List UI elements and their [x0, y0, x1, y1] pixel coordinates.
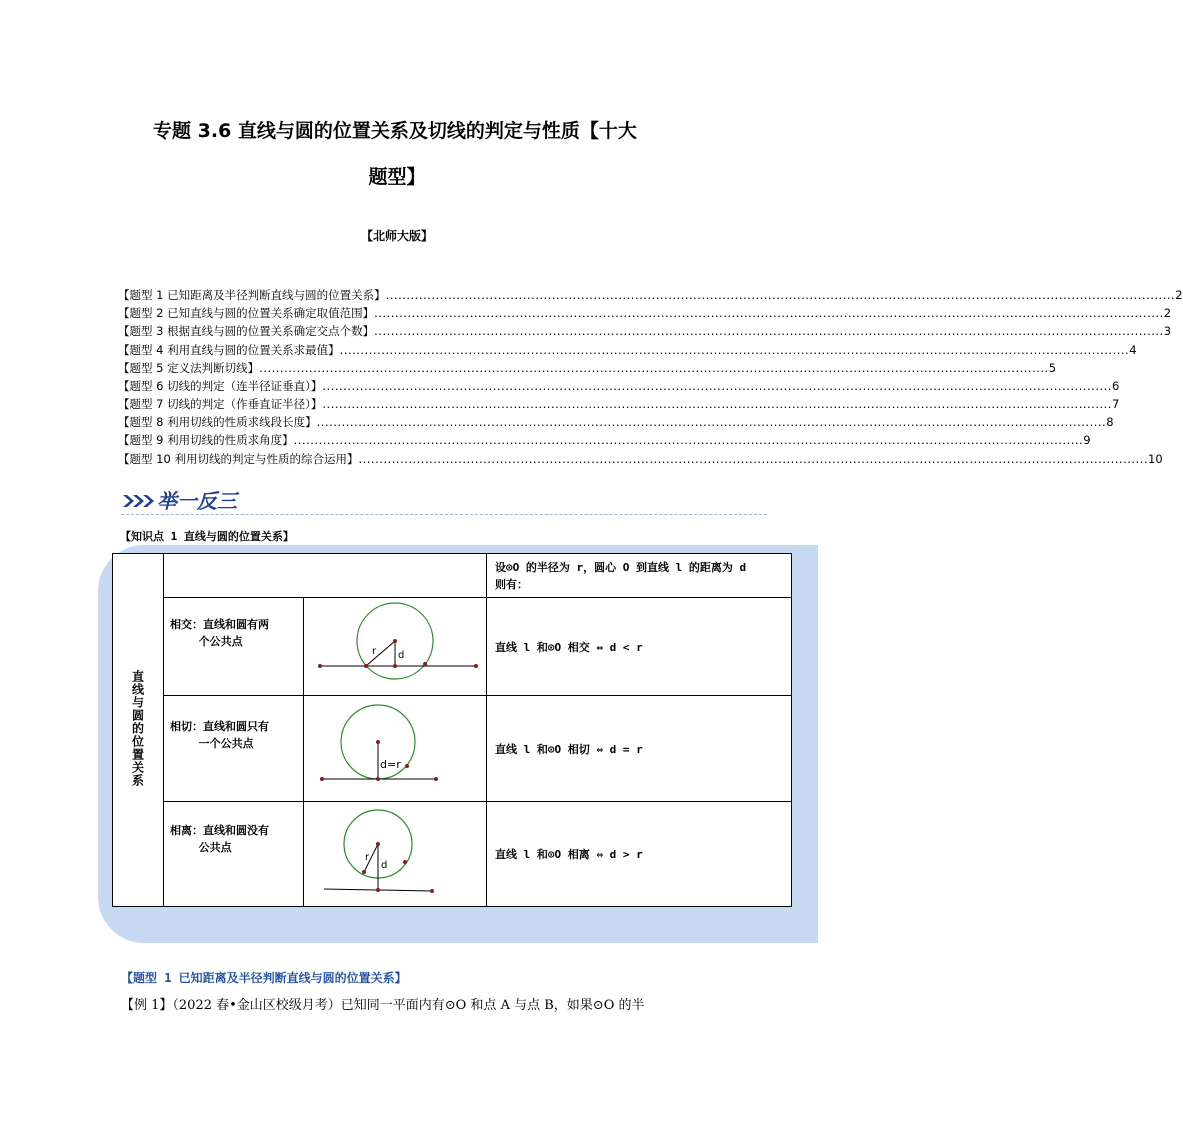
example-text: 【例 1】（2022 春•金山区校级月考）已知同一平面内有⊙O 和点 A 与点 B，如果⊙O 的半 — [121, 998, 645, 1013]
diagram-tangent — [304, 696, 484, 798]
case-line1: 相交：直线和圆有两 — [170, 618, 269, 631]
toc-item[interactable]: 【题型 5 定义法判断切线】 .............................................................................................................................................................................................. 5 — [118, 360, 1057, 375]
case-line2: 一个公共点 — [198, 737, 254, 750]
empty-header-cell — [164, 554, 487, 598]
case-line2: 公共点 — [198, 841, 232, 854]
header-line2: 则有： — [495, 577, 528, 591]
label-r: r — [372, 646, 377, 657]
case-cell-tangent — [164, 696, 304, 802]
toc-item[interactable]: 【题型 1 已知距离及半径判断直线与圆的位置关系】 .............................................................................................................................................................................................. 2 — [118, 287, 1183, 302]
relation-separate: 直线 l 和⊙O 相离 ⇔ d > r — [495, 848, 643, 861]
row-header-cell — [113, 554, 164, 907]
header-line1: 设⊙O 的半径为 r，圆心 O 到直线 l 的距离为 d — [495, 560, 747, 574]
document-title-line2: 题型】 — [368, 166, 426, 188]
toc-item[interactable]: 【题型 9 利用切线的性质求角度】 .............................................................................................................................................................................................. 9 — [118, 433, 1091, 448]
header-cell — [487, 554, 792, 598]
banner-divider — [121, 514, 767, 515]
diagram-cell-intersect — [304, 598, 487, 696]
relation-intersect: 直线 l 和⊙O 相交 ⇔ d < r — [495, 640, 643, 654]
toc-item[interactable]: 【题型 4 利用直线与圆的位置关系求最值】 .............................................................................................................................................................................................. 4 — [118, 342, 1137, 357]
knowledge-table — [112, 553, 792, 907]
relation-tangent: 直线 l 和⊙O 相切 ⇔ d = r — [495, 742, 643, 756]
case-line2: 个公共点 — [198, 635, 243, 648]
case-line1: 相切：直线和圆只有 — [170, 720, 269, 733]
row-header-text: 直线与圆的位置关系 — [130, 670, 145, 787]
diagram-cell-tangent — [304, 696, 487, 802]
relation-cell-tangent — [487, 696, 792, 802]
case-cell-intersect — [164, 598, 304, 696]
toc-item[interactable]: 【题型 10 利用切线的判定与性质的综合运用】 .............................................................................................................................................................................................. 10 — [118, 451, 1163, 466]
document-title-line1: 专题 3.6 直线与圆的位置关系及切线的判定与性质【十大 — [153, 120, 637, 142]
edition-label: 【北师大版】 — [360, 229, 433, 243]
relation-cell-intersect — [487, 598, 792, 696]
diagram-intersect — [304, 598, 484, 692]
case-cell-separate — [164, 802, 304, 907]
section-heading: 【题型 1 已知距离及半径判断直线与圆的位置关系】 — [121, 971, 407, 985]
chevron-arrows-icon — [123, 495, 154, 507]
knowledge-point-label: 【知识点 1 直线与圆的位置关系】 — [120, 530, 294, 543]
toc-item[interactable]: 【题型 6 切线的判定（连半径证垂直）】 .............................................................................................................................................................................................. 6 — [118, 378, 1120, 393]
case-line1: 相离：直线和圆没有 — [170, 824, 269, 837]
section-banner — [121, 487, 261, 515]
toc-item[interactable]: 【题型 2 已知直线与圆的位置关系确定取值范围】 .............................................................................................................................................................................................. 2 — [118, 306, 1172, 321]
toc-item[interactable]: 【题型 7 切线的判定（作垂直证半径）】 .............................................................................................................................................................................................. 7 — [118, 397, 1120, 412]
label-d: d — [381, 860, 388, 871]
toc-item[interactable]: 【题型 8 利用切线的性质求线段长度】 .............................................................................................................................................................................................. 8 — [118, 415, 1114, 430]
diagram-separate — [304, 802, 484, 903]
toc-item[interactable]: 【题型 3 根据直线与圆的位置关系确定交点个数】 .............................................................................................................................................................................................. 3 — [118, 324, 1172, 339]
label-r: r — [365, 852, 370, 863]
banner-text: 举一反三 — [157, 489, 237, 513]
table-of-contents — [118, 286, 1183, 468]
label-d-equals-r: d=r — [380, 758, 402, 771]
diagram-cell-separate — [304, 802, 487, 907]
relation-cell-separate — [487, 802, 792, 907]
label-d: d — [398, 650, 405, 661]
